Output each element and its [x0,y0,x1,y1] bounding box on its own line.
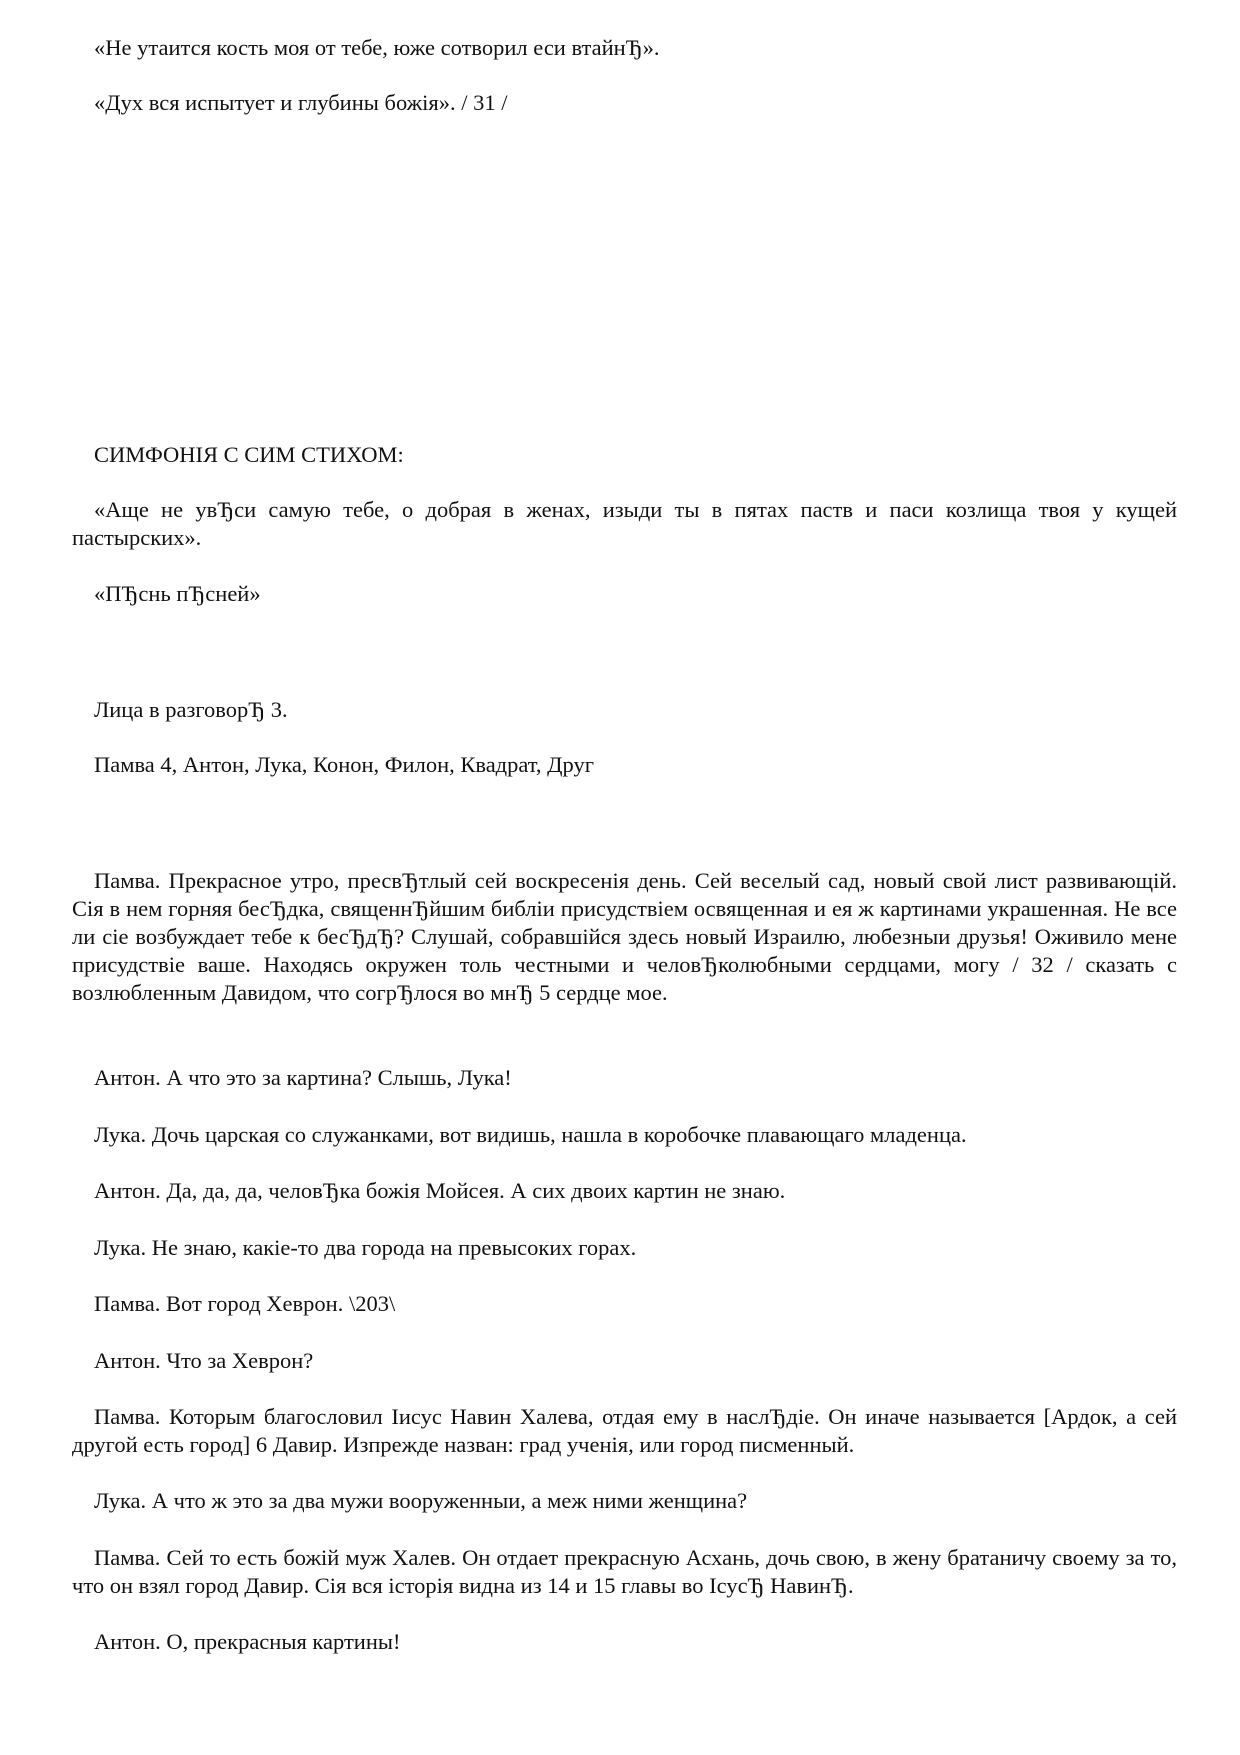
dialogue-line-pamva-4: Памва. Сей то есть божій муж Халев. Он отдает прекрасную Асхань, дочь свою, в жену братаничу своему за то, что он взял город Давир. Сія вся історія видна из 14 и 15 главы во ІсусЂ НавинЂ. [72,1545,1177,1598]
persons-heading: Лица в разговорЂ 3. [94,697,288,722]
symphony-source: «ПЂснь пЂсней» [94,581,261,606]
epigraph-2: «Дух вся испытует и глубины божія». / 31 / [94,90,508,115]
dialogue-line-luka-2: Лука. Не знаю, какіе-то два города на превысоких горах. [94,1235,637,1260]
dialogue-line-pamva-1: Памва. Прекрасное утро, пресвЂтлый сей воскресенія день. Сей веселый сад, новый свой лист развивающій. Сія в нем горняя бесЂдка, священнЂйшим библіи присудствіем освященная и ея ж картинами украшенная. Не все ли сіе возбуждает тебе к бесЂдЂ? Слушай, собравшійся здесь новый Израилю, любезныи друзья! Оживило мене присудствіе ваше. Находясь окружен толь честными и человЂколюбными сердцами, могу / 32 / сказать с возлюбленным Давидом, что согрЂлося во мнЂ 5 сердце мое. [72,868,1177,1005]
persons-list: Памва 4, Антон, Лука, Конон, Филон, Квадрат, Друг [94,752,594,777]
dialogue-line-anton-4: Антон. О, прекрасныя картины! [94,1629,401,1654]
dialogue-line-luka-3: Лука. А что ж это за два мужи вооруженныи, а меж ними женщина? [94,1488,748,1513]
epigraph-1: «Не утаится кость моя от тебе, юже сотворил еси втайнЂ». [94,35,660,60]
symphony-heading: СИМФОНІЯ С СИМ СТИХОМ: [94,442,404,467]
symphony-quote: «Аще не увЂси самую тебе, о добрая в женах, изыди ты в пятах паств и паси козлища твоя у кущей пастырских». [72,497,1177,550]
dialogue-line-anton-1: Антон. А что это за картина? Слышь, Лука! [94,1065,512,1090]
dialogue-line-luka-1: Лука. Дочь царская со служанками, вот видишь, нашла в коробочке плавающаго младенца. [94,1122,967,1147]
dialogue-line-anton-3: Антон. Что за Хеврон? [94,1348,314,1373]
dialogue-line-anton-2: Антон. Да, да, да, человЂка божія Мойсея. А сих двоих картин не знаю. [94,1178,786,1203]
dialogue-line-pamva-2: Памва. Вот город Хеврон. \203\ [94,1291,396,1316]
dialogue-line-pamva-3: Памва. Которым благословил Іисус Навин Халева, отдая ему в наслЂдіе. Он иначе называется [Ардок, а сей другой есть город] 6 Давир. Изпрежде назван: град ученія, или город писменный. [72,1404,1177,1457]
